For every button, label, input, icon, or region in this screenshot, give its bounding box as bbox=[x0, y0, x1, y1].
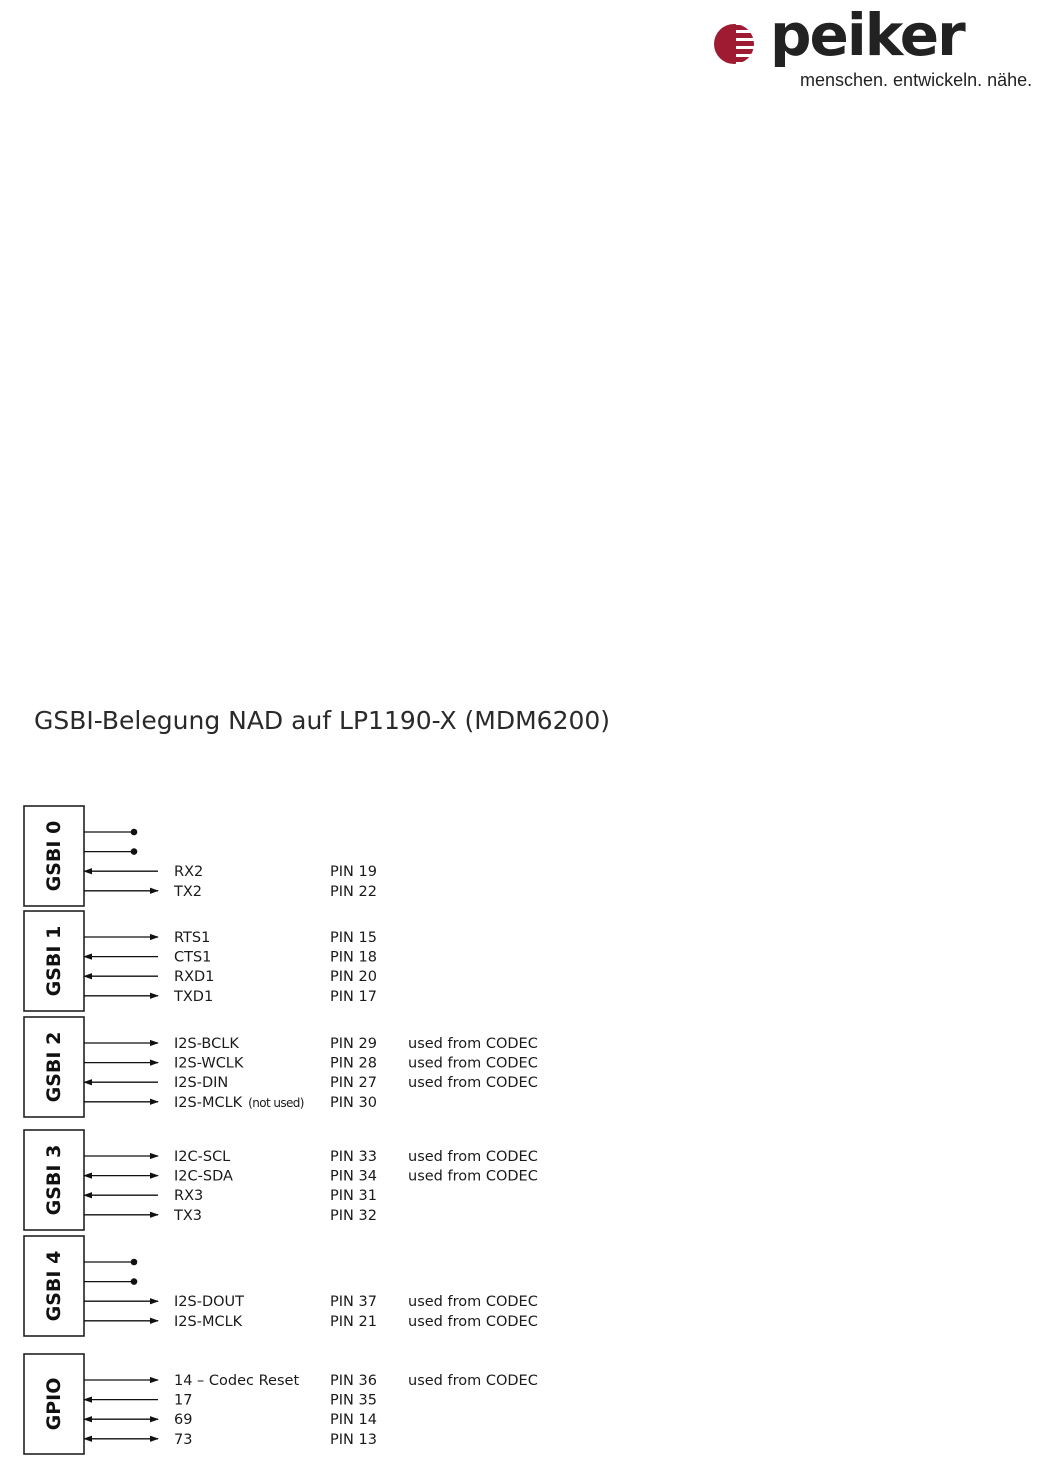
signal-row bbox=[84, 1412, 377, 1428]
group-label: GSBI 4 bbox=[43, 1250, 65, 1322]
pin-number: PIN 29 bbox=[330, 1036, 377, 1052]
signal-row bbox=[84, 1075, 538, 1091]
unused-terminal-dot bbox=[131, 1278, 138, 1285]
signal-row bbox=[84, 1373, 538, 1389]
gsbi-group bbox=[24, 1017, 538, 1117]
group-label: GPIO bbox=[43, 1377, 65, 1431]
signal-name: 14 – Codec Reset bbox=[174, 1373, 300, 1389]
signal-name: 17 bbox=[174, 1392, 193, 1409]
signal-row bbox=[84, 1056, 538, 1072]
pin-number: PIN 36 bbox=[330, 1373, 377, 1389]
signal-name: RXD1 bbox=[174, 969, 215, 986]
signal-name: I2S-BCLK bbox=[174, 1036, 239, 1052]
signal-row bbox=[84, 1278, 137, 1285]
signal-name: 69 bbox=[174, 1412, 193, 1429]
signal-row bbox=[84, 1149, 538, 1165]
signal-row bbox=[84, 1188, 377, 1204]
signal-row bbox=[84, 989, 377, 1005]
pin-number: PIN 18 bbox=[330, 949, 377, 966]
usage-note: used from CODEC bbox=[408, 1313, 538, 1330]
signal-row bbox=[84, 848, 137, 855]
gsbi-group bbox=[24, 911, 377, 1011]
pin-number: PIN 35 bbox=[330, 1392, 377, 1409]
signal-name: I2C-SDA bbox=[174, 1168, 233, 1185]
signal-row bbox=[84, 1314, 538, 1330]
signal-row bbox=[84, 1259, 137, 1266]
signal-name: I2C-SCL bbox=[174, 1149, 231, 1165]
usage-note: used from CODEC bbox=[408, 1075, 538, 1092]
signal-name: I2S-WCLK bbox=[174, 1055, 244, 1072]
gsbi-group bbox=[24, 1236, 538, 1336]
gsbi-group bbox=[24, 806, 377, 906]
signal-name: RTS1 bbox=[174, 930, 211, 946]
signal-name: TX2 bbox=[174, 883, 203, 900]
signal-row bbox=[84, 1294, 538, 1310]
pin-number: PIN 15 bbox=[330, 930, 377, 946]
signal-name: 73 bbox=[174, 1431, 193, 1448]
usage-note: used from CODEC bbox=[408, 1294, 538, 1311]
gsbi-group bbox=[24, 1130, 538, 1230]
usage-note: used from CODEC bbox=[408, 1055, 538, 1072]
peiker-logo-mark bbox=[712, 22, 762, 72]
group-label: GSBI 2 bbox=[43, 1031, 65, 1103]
logo-tagline: menschen. entwickeln. nähe. bbox=[800, 70, 1033, 90]
pin-number: PIN 32 bbox=[330, 1207, 377, 1224]
pin-number: PIN 22 bbox=[330, 883, 377, 900]
pin-number: PIN 30 bbox=[330, 1094, 377, 1111]
pin-number: PIN 14 bbox=[330, 1412, 377, 1429]
signal-row bbox=[84, 1169, 538, 1185]
pin-number: PIN 27 bbox=[330, 1075, 377, 1092]
signal-row bbox=[84, 1095, 377, 1111]
pin-number: PIN 17 bbox=[330, 988, 377, 1005]
pin-number: PIN 31 bbox=[330, 1188, 377, 1205]
signal-name: TXD1 bbox=[174, 988, 214, 1005]
signal-row bbox=[84, 864, 377, 880]
signal-row bbox=[84, 969, 377, 985]
signal-name: I2S-MCLK (not used) bbox=[174, 1094, 304, 1111]
pin-number: PIN 20 bbox=[330, 969, 377, 986]
signal-row bbox=[84, 884, 377, 900]
pin-number: PIN 19 bbox=[330, 864, 377, 881]
pin-number: PIN 34 bbox=[330, 1168, 377, 1185]
signal-row bbox=[84, 1208, 377, 1224]
pin-number: PIN 28 bbox=[330, 1055, 377, 1072]
signal-row bbox=[84, 1393, 377, 1409]
pin-number: PIN 37 bbox=[330, 1294, 377, 1311]
signal-row bbox=[84, 950, 377, 966]
signal-row bbox=[84, 1036, 538, 1052]
pin-number: PIN 33 bbox=[330, 1149, 377, 1165]
signal-row bbox=[84, 930, 377, 946]
page-title: GSBI-Belegung NAD auf LP1190-X (MDM6200) bbox=[34, 706, 611, 735]
signal-name: RX3 bbox=[174, 1188, 204, 1205]
usage-note: used from CODEC bbox=[408, 1149, 538, 1165]
usage-note: used from CODEC bbox=[408, 1168, 538, 1185]
logo-wordmark: peiker bbox=[770, 1, 964, 69]
signal-name: I2S-MCLK bbox=[174, 1313, 243, 1330]
peiker-logo bbox=[712, 1, 1033, 94]
gsbi-pinout-diagram bbox=[0, 790, 1050, 1470]
group-label: GSBI 0 bbox=[43, 820, 65, 892]
pin-number: PIN 13 bbox=[330, 1431, 377, 1448]
signal-note: (not used) bbox=[248, 1095, 304, 1110]
usage-note: used from CODEC bbox=[408, 1373, 538, 1389]
group-label: GSBI 1 bbox=[43, 925, 65, 997]
gsbi-group bbox=[24, 1354, 538, 1454]
unused-terminal-dot bbox=[131, 848, 138, 855]
unused-terminal-dot bbox=[131, 829, 138, 836]
signal-row bbox=[84, 1432, 377, 1448]
pin-number: PIN 21 bbox=[330, 1313, 377, 1330]
signal-name: RX2 bbox=[174, 864, 204, 881]
usage-note: used from CODEC bbox=[408, 1036, 538, 1052]
signal-name: TX3 bbox=[174, 1207, 203, 1224]
group-label: GSBI 3 bbox=[43, 1144, 65, 1216]
unused-terminal-dot bbox=[131, 1259, 138, 1266]
signal-name: CTS1 bbox=[174, 949, 212, 966]
signal-row bbox=[84, 829, 137, 836]
signal-name: I2S-DOUT bbox=[174, 1294, 244, 1311]
signal-name: I2S-DIN bbox=[174, 1075, 229, 1092]
